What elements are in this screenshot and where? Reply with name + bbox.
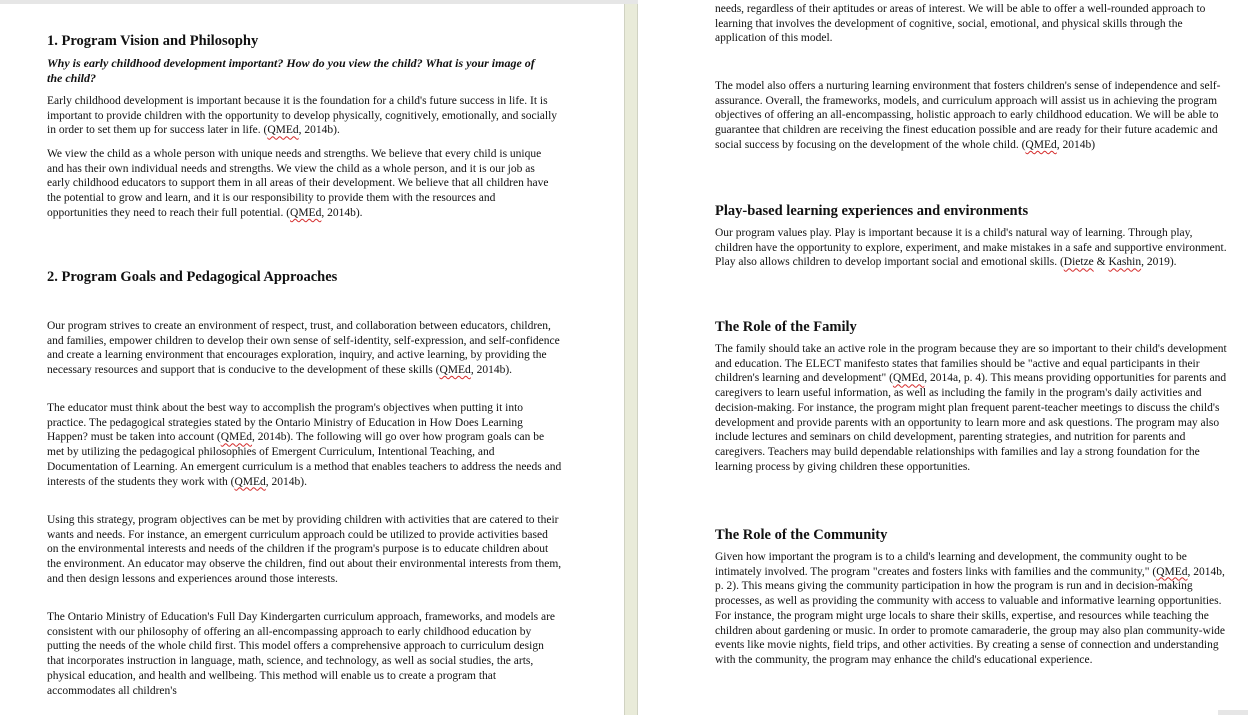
heading-role-family: The Role of the Family [715, 319, 857, 335]
paragraph-emergent-strategy: Using this strategy, program objectives can be met by providing children with activities that are catered to their wants and needs. For instance, an emergent curriculum approach could be utilized to provide activities based on the environmental interests and needs of the children if the program's purpose is to educate children about the environment. An educator may observe the children, find out about their environmental interests from them, and then design lessons and experiences around those interests. [47, 514, 562, 585]
paragraph-community-role: Given how important the program is to a child's learning and development, the community ought to be intimately involved. The program "creates and fosters links with families and the community," (QMEd, 2014b, p. 2). This means giving the community participation in how the program is run and in decision-making processes, as well as providing the community with access to valuable and informative learning opportunities. For instance, the program might urge locals to share their skills, expertise, and resources while teaching the children about gardening or music. In order to promote camaraderie, the group may also plan community-wide events like movie nights, field trips, and other activities. By creating a sense of connection and understanding with the community, the program may enhance the child's educational experience. [715, 551, 1225, 666]
document-page-left[interactable] [0, 4, 624, 715]
page-gutter [624, 4, 638, 715]
heading-program-vision: 1. Program Vision and Philosophy [47, 33, 259, 49]
paragraph-importance: Early childhood development is important because it is the foundation for a child's future success in life. It is important to provide children with the opportunity to develop physically, cognitively, emotionally, and socially in order to set them up for success later in life. (QMEd, 2014b). [47, 95, 558, 137]
document-page-right[interactable] [638, 0, 1248, 715]
heading-role-community: The Role of the Community [715, 527, 888, 543]
guiding-question: Why is early childhood development important? How do you view the child? What is your image of the child? [47, 56, 535, 85]
paragraph-kindergarten-curriculum: The Ontario Ministry of Education's Full Day Kindergarten curriculum approach, frameworks, and models are consistent with our philosophy of offering an all-encompassing approach to early childhood education by putting the needs of the whole child first. This model offers a comprehensive approach to curriculum design that incorporates instruction in language, math, science, and technology, as well as social studies, the arts, physical education, and health and wellbeing. This method will enable us to create a program that accommodates all children's [47, 611, 556, 697]
paragraph-family-role: The family should take an active role in the program because they are so important to their child's development and education. The ELECT manifesto states that families should be "active and equal participants in their children's learning and development" (QMEd, 2014a, p. 4). This means providing opportunities for parents and caregivers to learn useful information, as well as including the family in the program's daily activities and decision-making. For instance, the program might plan frequent parent-teacher meetings to discuss the child's development and provide parents with an opportunity to learn more and ask questions. The program may also include lectures and seminars on child development, parenting strategies, and nutrition for parents and caregivers. Teachers may build dependable relationships with families and lay a strong foundation for the learning process by giving children these opportunities. [715, 343, 1227, 473]
heading-program-goals: 2. Program Goals and Pedagogical Approaches [47, 269, 338, 285]
paragraph-view-of-child: We view the child as a whole person with unique needs and strengths. We believe that every child is unique and has their own individual needs and strengths. We view the child as a whole person, and it is our job as early childhood educators to support them in all areas of their development. We believe that all children have the potential to grow and learn, and it is our responsibility to provide them with the resources and opportunities they need to reach their full potential. (QMEd, 2014b). [47, 148, 549, 219]
paragraph-continued: needs, regardless of their aptitudes or areas of interest. We will be able to offer a well-rounded approach to learning that involves the development of cognitive, social, emotional, and physical skills through the application of this model. [715, 3, 1206, 45]
paragraph-educator-practice: The educator must think about the best way to accomplish the program's objectives when putting it into practice. The pedagogical strategies stated by the Ontario Ministry of Education in How Does Learning Happen? must be taken into account (QMEd, 2014b). The following will go over how program goals can be met by utilizing the pedagogical philosophies of Emergent Curriculum, Intentional Teaching, and Documentation of Learning. An emergent curriculum is a method that enables teachers to address the needs and interests of the students they work with (QMEd, 2014b). [47, 402, 562, 488]
paragraph-play-values: Our program values play. Play is important because it is a child's natural way of learning. Through play, children have the opportunity to explore, experiment, and make mistakes in a safe and supportive environment. Play also allows children to develop important social and emotional skills. (Dietze & Kashin, 2019). [715, 227, 1227, 269]
window-bottom-strip [1218, 710, 1248, 715]
heading-play-based: Play-based learning experiences and environments [715, 203, 1029, 219]
paragraph-program-strives: Our program strives to create an environment of respect, trust, and collaboration between educators, children, and families, empower children to develop their own sense of self-identity, self-expression, and self-confidence and create a learning environment that encourages exploration, inquiry, and active learning, by providing the necessary resources and support that is conducive to the development of these skills (QMEd, 2014b). [47, 320, 560, 377]
paragraph-nurturing-environment: The model also offers a nurturing learning environment that fosters children's sense of independence and self-assurance. Overall, the frameworks, models, and curriculum approach will assist us in achieving the program objectives of offering an all-encompassing, holistic approach to early childhood education. We will be able to guarantee that children are receiving the finest education possible and are ready for their future academic and social success by focusing on the development of the whole child. (QMEd, 2014b) [715, 80, 1221, 151]
